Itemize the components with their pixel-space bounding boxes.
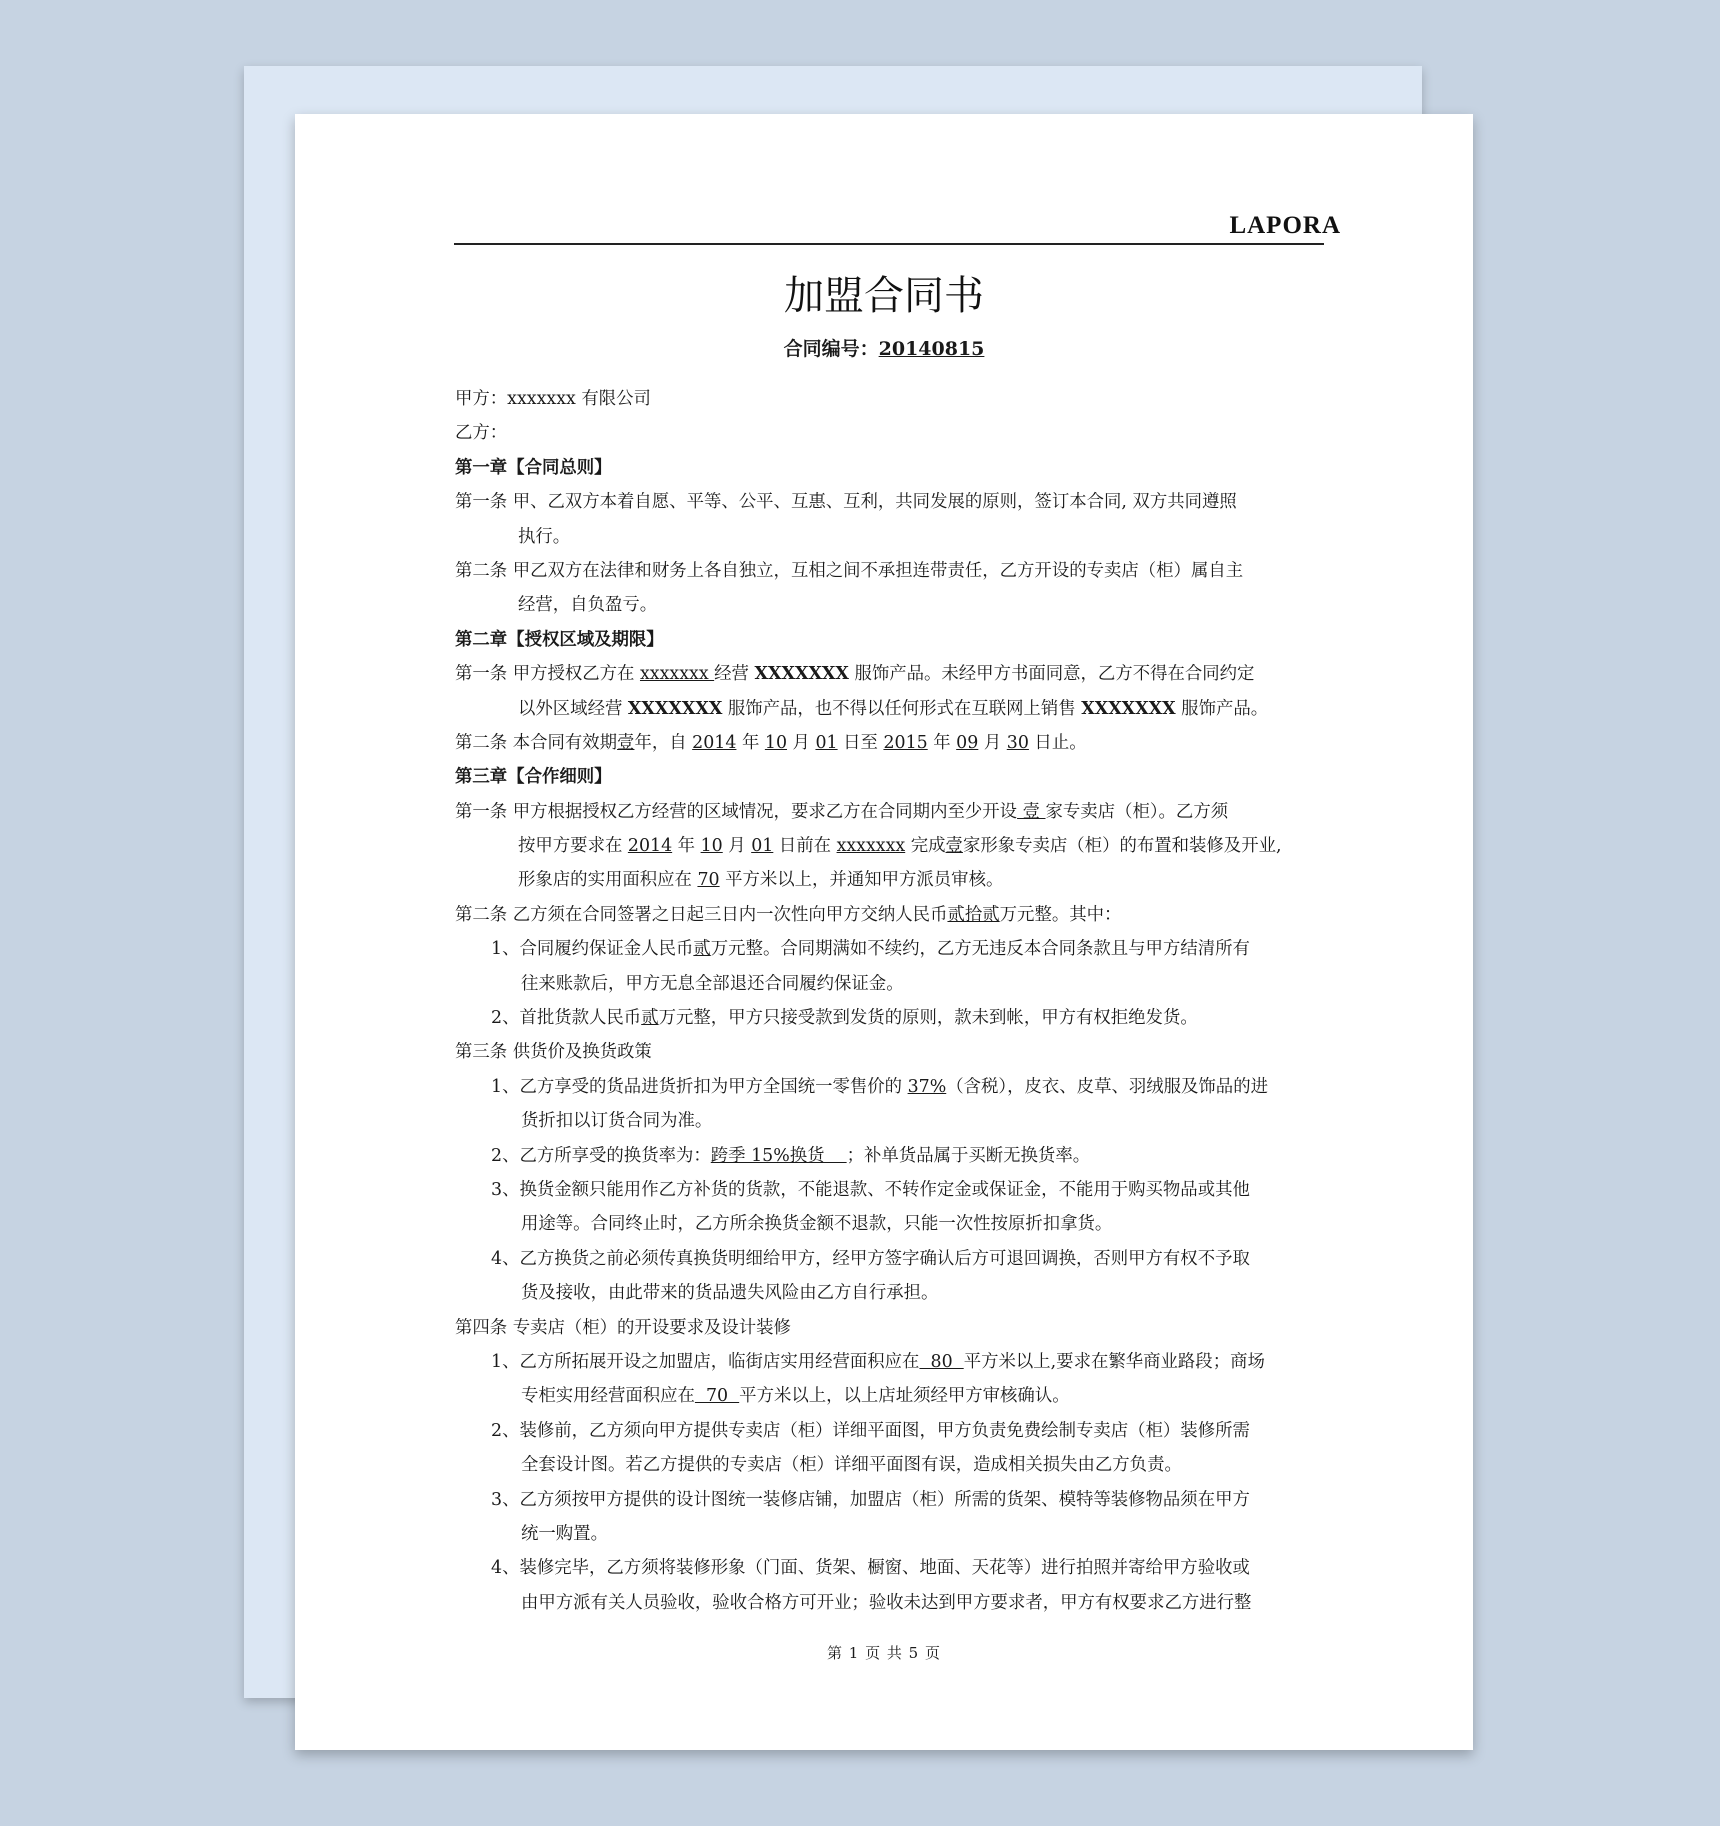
- contract-number: [295, 334, 1473, 361]
- contract-number-value: 20140815: [878, 338, 985, 360]
- brand-logo-text: LAPORA: [1229, 212, 1341, 239]
- page-number-footer: 第 1 页 共 5 页: [827, 1644, 941, 1662]
- document-page: [295, 114, 1473, 1750]
- ch2-article-1-cont: 以外区域经营 XXXXXXX 服饰产品，也不得以任何形式在互联网上销售 XXXXXXX 服饰产品。: [518, 698, 1269, 719]
- ch3-article-3-item-3: 3、换货金额只能用作乙方补货的货款，不能退款、不转作定金或保证金，不能用于购买物品或其他: [491, 1179, 1250, 1200]
- ch3-article-4-item-3-cont: 统一购置。: [521, 1523, 608, 1544]
- party-a: 甲方：xxxxxxx 有限公司: [455, 389, 651, 409]
- ch3-article-4-item-1: 1、乙方所拓展开设之加盟店，临街店实用经营面积应在 80 平方米以上,要求在繁华商业路段；商场: [491, 1351, 1265, 1372]
- header-rule: [454, 243, 1324, 245]
- ch3-article-3-item-4-cont: 货及接收，由此带来的货品遗失风险由乙方自行承担。: [521, 1283, 939, 1304]
- ch3-article-1-cont-2: 形象店的实用面积应在 70 平方米以上，并通知甲方派员审核。: [518, 870, 1004, 891]
- ch1-article-2-cont: 经营，自负盈亏。: [518, 595, 658, 616]
- ch3-article-2-item-1-cont: 往来账款后，甲方无息全部退还合同履约保证金。: [521, 973, 904, 994]
- ch3-article-4-item-4-cont: 由甲方派有关人员验收，验收合格方可开业；验收未达到甲方要求者，甲方有权要求乙方进行整: [521, 1592, 1252, 1613]
- ch3-article-4: 第四条 专卖店（柜）的开设要求及设计装修: [455, 1317, 791, 1338]
- ch3-article-3-item-1: 1、乙方享受的货品进货折扣为甲方全国统一零售价的 37%（含税），皮衣、皮草、羽绒服及饰品的进: [491, 1076, 1268, 1097]
- ch2-article-2: 第二条 本合同有效期壹年，自 2014 年 10 月 01 日至 2015 年 09 月 30 日止。: [455, 732, 1087, 753]
- ch3-article-3-item-2: 2、乙方所享受的换货率为：跨季 15%换货 ；补单货品属于买断无换货率。: [491, 1145, 1091, 1166]
- ch2-article-1: 第一条 甲方授权乙方在 xxxxxxx 经营 XXXXXXX 服饰产品。未经甲方书面同意，乙方不得在合同约定: [455, 664, 1255, 685]
- ch1-article-2: 第二条 甲乙双方在法律和财务上各自独立，互相之间不承担连带责任，乙方开设的专卖店（柜）属自主: [455, 560, 1244, 581]
- ch3-article-2-item-1: 1、合同履约保证金人民币贰万元整。合同期满如不续约，乙方无违反本合同条款且与甲方结清所有: [491, 939, 1250, 960]
- ch3-article-2: 第二条 乙方须在合同签署之日起三日内一次性向甲方交纳人民币贰拾贰万元整。其中：: [455, 904, 1122, 925]
- ch3-article-4-item-2: 2、装修前，乙方须向甲方提供专卖店（柜）详细平面图，甲方负责免费绘制专卖店（柜）装修所需: [491, 1420, 1250, 1441]
- ch3-article-3-item-1-cont: 货折扣以订货合同为准。: [521, 1111, 713, 1132]
- ch1-article-1: 第一条 甲、乙双方本着自愿、平等、公平、互惠、互利，共同发展的原则，签订本合同, 双方共同遵照: [455, 492, 1237, 513]
- contract-body: [455, 382, 1330, 1620]
- ch3-article-1: 第一条 甲方根据授权乙方经营的区域情况，要求乙方在合同期内至少开设 壹 家专卖店（柜）。乙方须: [455, 801, 1229, 822]
- ch3-article-4-item-3: 3、乙方须按甲方提供的设计图统一装修店铺，加盟店（柜）所需的货架、模特等装修物品须在甲方: [491, 1489, 1250, 1510]
- ch3-article-4-item-1-cont: 专柜实用经营面积应在 70 平方米以上，以上店址须经甲方审核确认。: [521, 1386, 1070, 1407]
- ch1-article-1-cont: 执行。: [518, 526, 571, 547]
- ch3-article-1-cont: 按甲方要求在 2014 年 10 月 01 日前在 xxxxxxx 完成壹家形象专卖店（柜）的布置和装修及开业,: [518, 836, 1282, 857]
- ch3-article-4-item-4: 4、装修完毕，乙方须将装修形象（门面、货架、橱窗、地面、天花等）进行拍照并寄给甲方验收或: [491, 1558, 1250, 1579]
- ch3-article-4-item-2-cont: 全套设计图。若乙方提供的专卖店（柜）详细平面图有误，造成相关损失由乙方负责。: [521, 1455, 1182, 1476]
- party-b: 乙方：: [455, 423, 508, 444]
- chapter-1-heading: 第一章【合同总则】: [455, 457, 612, 478]
- ch3-article-3-item-4: 4、乙方换货之前必须传真换货明细给甲方，经甲方签字确认后方可退回调换，否则甲方有权不予取: [491, 1248, 1250, 1269]
- contract-number-label: 合同编号：: [783, 338, 879, 360]
- ch3-article-3-item-3-cont: 用途等。合同终止时，乙方所余换货金额不退款，只能一次性按原折扣拿货。: [521, 1214, 1113, 1235]
- document-title: 加盟合同书: [784, 273, 984, 319]
- chapter-3-heading: 第三章【合作细则】: [455, 767, 612, 788]
- chapter-2-heading: 第二章【授权区域及期限】: [455, 629, 664, 650]
- ch3-article-3: 第三条 供货价及换货政策: [455, 1042, 652, 1063]
- ch3-article-2-item-2: 2、首批货款人民币贰万元整，甲方只接受款到发货的原则，款未到帐，甲方有权拒绝发货。: [491, 1008, 1198, 1029]
